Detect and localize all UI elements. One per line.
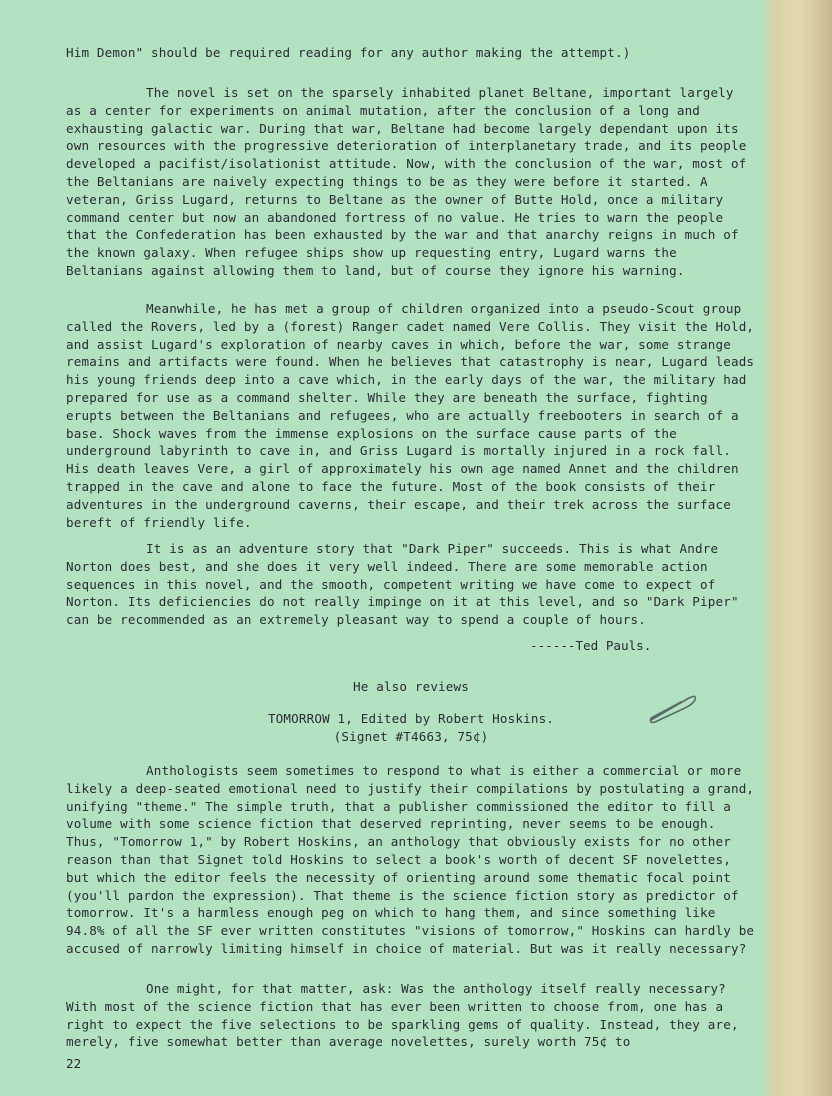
- paragraph-verdict: It is as an adventure story that "Dark Piper" succeeds. This is what Andre Norton does best, and she does it very well indeed. There are some memorable action sequences in this novel, and the smooth, competent writing we have come to expect of Norton. Its deficiencies do not really impinge on it at this level, and so "Dark Piper" can be recommended as an extremely pleasant way to spend a couple of hours.: [66, 541, 739, 628]
- page-number: 22: [66, 1056, 82, 1071]
- reviewer-signature: ------Ted Pauls.: [530, 638, 652, 653]
- opening-line: Him Demon" should be required reading for any author making the attempt.): [66, 45, 631, 60]
- paragraph-anthology-quality: One might, for that matter, ask: Was the anthology itself really necessary? With most of the science fiction that has ever been written to choose from, one has a right to expect the five selections to be sparkling gems of quality. Instead, they are, merely, five somewhat better than average novelettes, surely worth 75¢ to: [66, 981, 739, 1050]
- paperclip-icon: [645, 690, 701, 726]
- book-publication-line: (Signet #T4663, 75¢): [333, 729, 489, 744]
- paragraph-novel-setting: The novel is set on the sparsely inhabited planet Beltane, important largely as a center for experiments on animal mutation, after the conclusion of a long and exhausting galactic war. During that war, Beltane had become largely dependant upon its own resources with the progressive deterioration of interplanetary trade, and its people developed a pacifist/isolationist attitude. Now, with the conclusion of the war, most of the Beltanians are naively expecting things to be as they were before it started. A veteran, Griss Lugard, returns to Beltane as the owner of Butte Hold, once a military command center but now an abandoned fortress of no value. He tries to warn the people that the Confederation has been exhausted by the war and that anarchy reigns in much of the known galaxy. When refugee ships show up requesting entry, Lugard warns the Beltanians against allowing them to land, but of course they ignore his warning.: [66, 85, 747, 278]
- also-reviews-heading: He also reviews: [353, 679, 469, 694]
- paragraph-plot: Meanwhile, he has met a group of children organized into a pseudo-Scout group called the Rovers, led by a (forest) Ranger cadet named Vere Collis. They visit the Hold, and assist Lugard's exploration of nearby caves in which, before the war, some strange remains and artifacts were found. When he believes that catastrophy is near, Lugard leads his young friends deep into a cave which, in the early days of the war, the military had prepared for use as a command shelter. While they are beneath the surface, fighting erupts between the Beltanians and refugees, who are actually freebooters in search of a base. Shock waves from the immense explosions on the surface cause parts of the underground labyrinth to cave in, and Griss Lugard is mortally injured in a rock fall. His death leaves Vere, a girl of approximately his own age named Annet and the children trapped in the cave and alone to face the future. Most of the book consists of their adventures in the underground caverns, their escape, and their trek across the surface bereft of friendly life.: [66, 301, 755, 530]
- paragraph-anthology-theme: Anthologists seem sometimes to respond to what is either a commercial or more likely a deep-seated emotional need to justify their compilations by postulating a grand, unifying "theme." The simple truth, that a publisher commissioned the editor to fill a volume with some science fiction that deserved reprinting, never seems to be enough. Thus, "Tomorrow 1," by Robert Hoskins, an anthology that obviously exists for no other reason than that Signet told Hoskins to select a book's worth of decent SF novelettes, but which the editor feels the necessity of orienting around some thematic focal point (you'll pardon the expression). That theme is the science fiction story as predictor of tomorrow. It's a harmless enough peg on which to hang them, and since something like 94.8% of all the SF ever written constitutes "visions of tomorrow," Hoskins can hardly be accused of narrowly limiting himself in choice of material. But was it really necessary?: [66, 763, 755, 956]
- page-spine-edge: [760, 0, 832, 1096]
- book-title-line: TOMORROW 1, Edited by Robert Hoskins.: [267, 711, 555, 726]
